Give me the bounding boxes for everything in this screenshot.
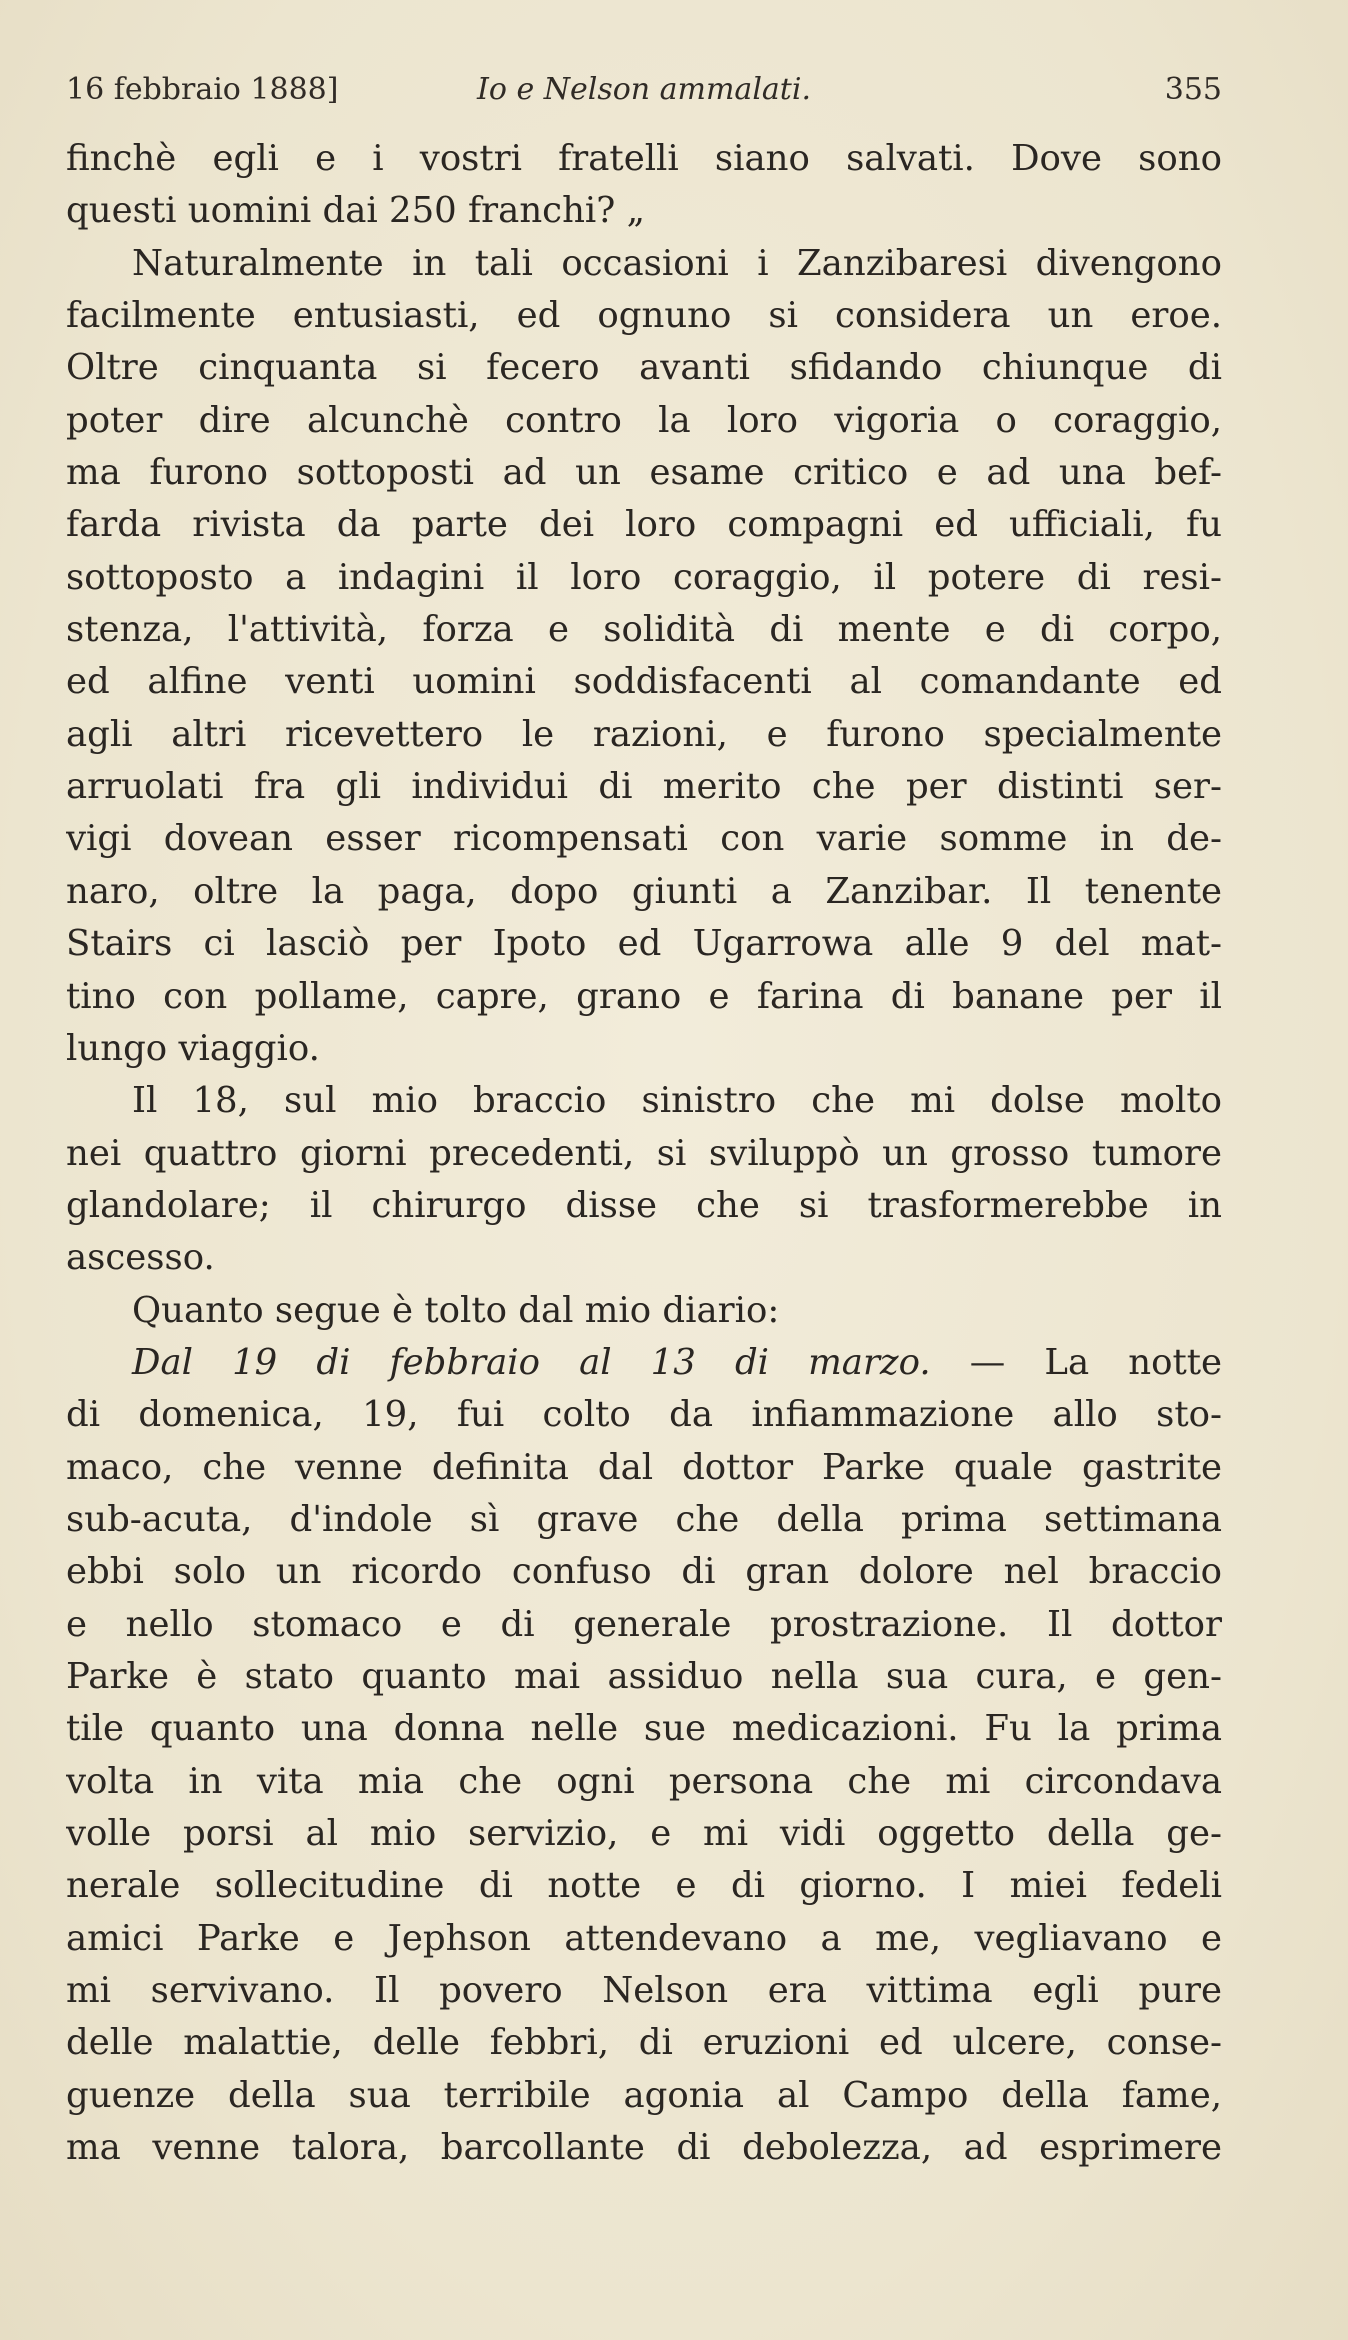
text-line: naro, oltre la paga, dopo giunti a Zanzibar. Il tenente [66,870,1222,912]
text-line: ascesso. [66,1237,215,1279]
text-line: Il 18, sul mio braccio sinistro che mi dolse molto [132,1080,1222,1122]
text-line: nerale sollecitudine di notte e di giorno. I miei fedeli [66,1865,1222,1907]
text-line: arruolati fra gli individui di merito che per distinti ser- [66,766,1222,808]
text-line: Parke è stato quanto mai assiduo nella sua cura, e gen- [66,1655,1222,1697]
text-line: farda rivista da parte dei loro compagni ed ufficiali, fu [66,504,1222,546]
text-line: finchè egli e i vostri fratelli siano salvati. Dove sono [66,138,1222,179]
text-line: e nello stomaco e di generale prostrazione. Il dottor [66,1603,1222,1645]
text-line: glandolare; il chirurgo disse che si trasformerebbe in [66,1184,1222,1226]
text-line: ed alfine venti uomini soddisfacenti al comandante ed [66,661,1222,703]
text-line: stenza, l'attività, forza e solidità di mente e di corpo, [66,609,1222,651]
running-header [66,66,1222,114]
diary-date-heading: Dal 19 di febbraio al 13 di marzo. [132,1341,931,1383]
diary-entry-start: — La notte [969,1341,1222,1383]
text-line: sub-acuta, d'indole sì grave che della prima settimana [66,1498,1222,1540]
text-line: sottoposto a indagini il loro coraggio, il potere di resi- [66,556,1222,598]
text-line: volta in vita mia che ogni persona che mi circondava [66,1760,1222,1802]
text-line: vigi dovean esser ricompensati con varie somme in de- [66,818,1222,860]
text-line: nei quattro giorni precedenti, si sviluppò un grosso tumore [66,1132,1222,1174]
text-line: di domenica, 19, fui colto da infiammazione allo sto- [66,1394,1222,1436]
text-line: poter dire alcunchè contro la loro vigoria o coraggio, [66,399,1222,441]
page-number: 355 [1164,72,1222,107]
text-line: lungo viaggio. [66,1027,320,1069]
text-line: Quanto segue è tolto dal mio diario: [132,1289,780,1331]
text-line: ma furono sottoposti ad un esame critico e ad una bef- [66,452,1222,494]
text-line: questi uomini dai 250 franchi? „ [66,190,645,232]
body-text [66,133,1222,2174]
text-line: ebbi solo un ricordo confuso di gran dolore nel braccio [66,1551,1222,1593]
text-line: Naturalmente in tali occasioni i Zanzibaresi divengono [132,242,1222,284]
text-line: volle porsi al mio servizio, e mi vidi oggetto della ge- [66,1813,1222,1854]
text-line: agli altri ricevettero le razioni, e furono specialmente [66,713,1222,755]
text-line: delle malattie, delle febbri, di eruzioni ed ulcere, conse- [66,2022,1222,2064]
text-line: facilmente entusiasti, ed ognuno si considera un eroe. [66,295,1222,337]
header-date: 16 febbraio 1888] [66,72,339,107]
text-line: guenze della sua terribile agonia al Campo della fame, [66,2074,1222,2116]
text-line: Oltre cinquanta si fecero avanti sfidando chiunque di [66,347,1222,389]
text-line: tile quanto una donna nelle sue medicazioni. Fu la prima [66,1708,1222,1750]
text-line: mi servivano. Il povero Nelson era vittima egli pure [66,1970,1222,2012]
text-line: tino con pollame, capre, grano e farina di banane per il [66,975,1222,1017]
text-line: maco, che venne definita dal dottor Parke quale gastrite [66,1446,1222,1488]
text-line [66,1337,1222,1389]
text-line: amici Parke e Jephson attendevano a me, vegliavano e [66,1917,1222,1959]
text-line: ma venne talora, barcollante di debolezza, ad esprimere [66,2127,1222,2169]
header-chapter-title: Io e Nelson ammalati. [477,72,811,107]
text-line: Stairs ci lasciò per Ipoto ed Ugarrowa alle 9 del mat- [66,923,1222,965]
